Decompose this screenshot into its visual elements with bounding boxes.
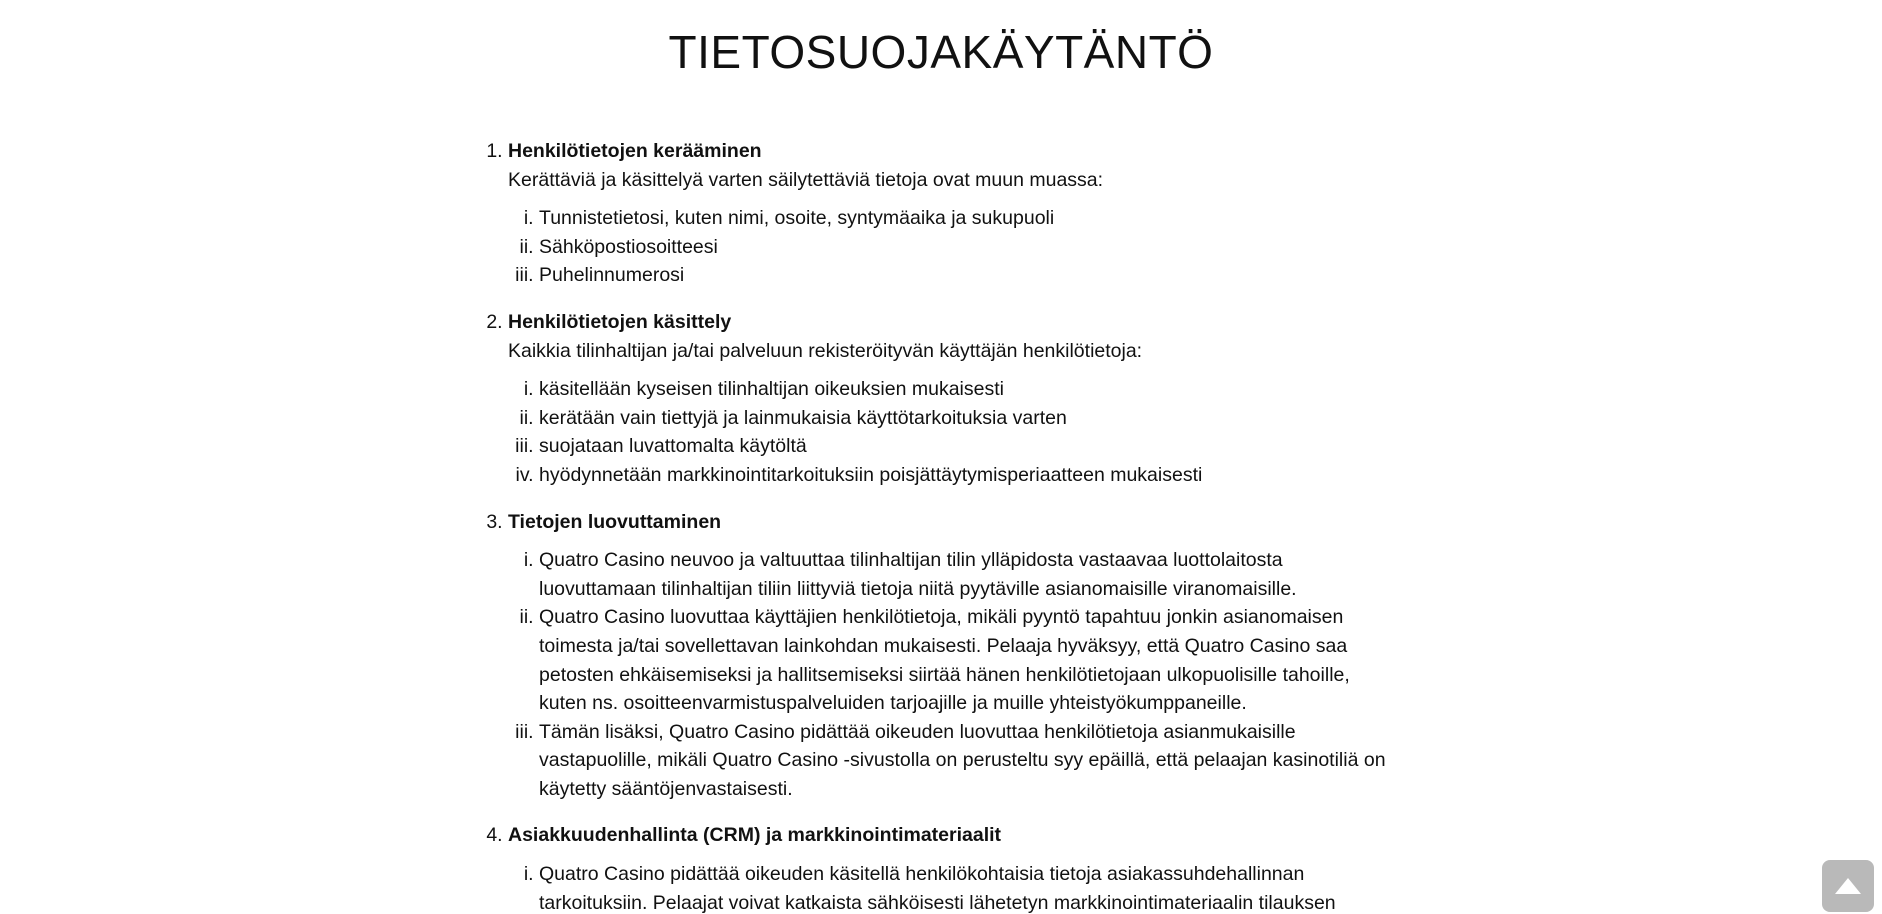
list-item: i. Tunnistetietosi, kuten nimi, osoite, syntymäaika ja sukupuoli <box>539 204 1396 233</box>
list-item: i. Quatro Casino neuvoo ja valtuuttaa tilinhaltijan tilin ylläpidosta vastaavaa luottolaitosta luovuttamaan tilinhaltijan tiliin liittyviä tietoja niitä pyytäville asianomaisille viranomaisille. <box>539 546 1396 603</box>
list-item: i. käsitellään kyseisen tilinhaltijan oikeuksien mukaisesti <box>539 375 1396 404</box>
policy-section <box>508 308 1396 490</box>
section-intro: Kaikkia tilinhaltijan ja/tai palveluun rekisteröityvän käyttäjän henkilötietoja: <box>508 339 1143 362</box>
policy-section <box>508 821 1396 914</box>
section-items <box>508 546 1396 803</box>
section-items <box>508 375 1396 489</box>
section-intro: Kerättäviä ja käsittelyä varten säilytettäviä tietoja ovat muun muassa: <box>508 168 1104 191</box>
scroll-to-top-button[interactable] <box>1822 860 1874 912</box>
list-item: iii. suojataan luvattomalta käytöltä <box>539 432 1396 461</box>
list-item: iv. hyödynnetään markkinointitarkoituksiin poisjättäytymisperiaatteen mukaisesti <box>539 461 1396 490</box>
section-heading: Henkilötietojen käsittely <box>508 310 732 333</box>
list-item: iii. Puhelinnumerosi <box>539 261 1396 290</box>
list-item: iii. Tämän lisäksi, Quatro Casino pidättää oikeuden luovuttaa henkilötietoja asianmukaisille vastapuolille, mikäli Quatro Casino -sivustolla on perusteltu syy epäillä, että pelaajan kasinotiliä on käytetty sääntöjenvastaisesti. <box>539 718 1396 804</box>
list-item: ii. kerätään vain tiettyjä ja lainmukaisia käyttötarkoituksia varten <box>539 404 1396 433</box>
list-item: ii. Quatro Casino luovuttaa käyttäjien henkilötietoja, mikäli pyyntö tapahtuu jonkin asianomaisen toimesta ja/tai sovellettavan lainkohdan mukaisesti. Pelaaja hyväksyy, että Quatro Casino saa petosten ehkäisemiseksi ja hallitsemiseksi siirtää hänen henkilötietojaan ulkopuolisille tahoille, kuten ns. osoitteenvarmistuspalveluiden tarjoajille ja muille yhteistyökumppaneille. <box>539 603 1396 717</box>
policy-content <box>476 137 1396 914</box>
section-heading: Tietojen luovuttaminen <box>508 510 722 533</box>
policy-section <box>508 137 1396 290</box>
triangle-up-icon <box>1833 876 1863 896</box>
section-items <box>508 204 1396 290</box>
section-heading: Henkilötietojen kerääminen <box>508 140 762 162</box>
policy-section <box>508 508 1396 804</box>
section-items <box>508 860 1396 914</box>
page-title: TIETOSUOJAKÄYTÄNTÖ <box>668 26 1214 78</box>
section-heading: Asiakkuudenhallinta (CRM) ja markkinointimateriaalit <box>508 824 1002 847</box>
list-item: ii. Sähköpostiosoitteesi <box>539 233 1396 262</box>
policy-sections <box>476 137 1396 914</box>
list-item: i. Quatro Casino pidättää oikeuden käsitellä henkilökohtaisia tietoja asiakassuhdehallinnan tarkoituksiin. Pelaajat voivat katkaista sähköisesti lähetetyn markkinointimateriaalin tilauksen <box>539 860 1396 914</box>
